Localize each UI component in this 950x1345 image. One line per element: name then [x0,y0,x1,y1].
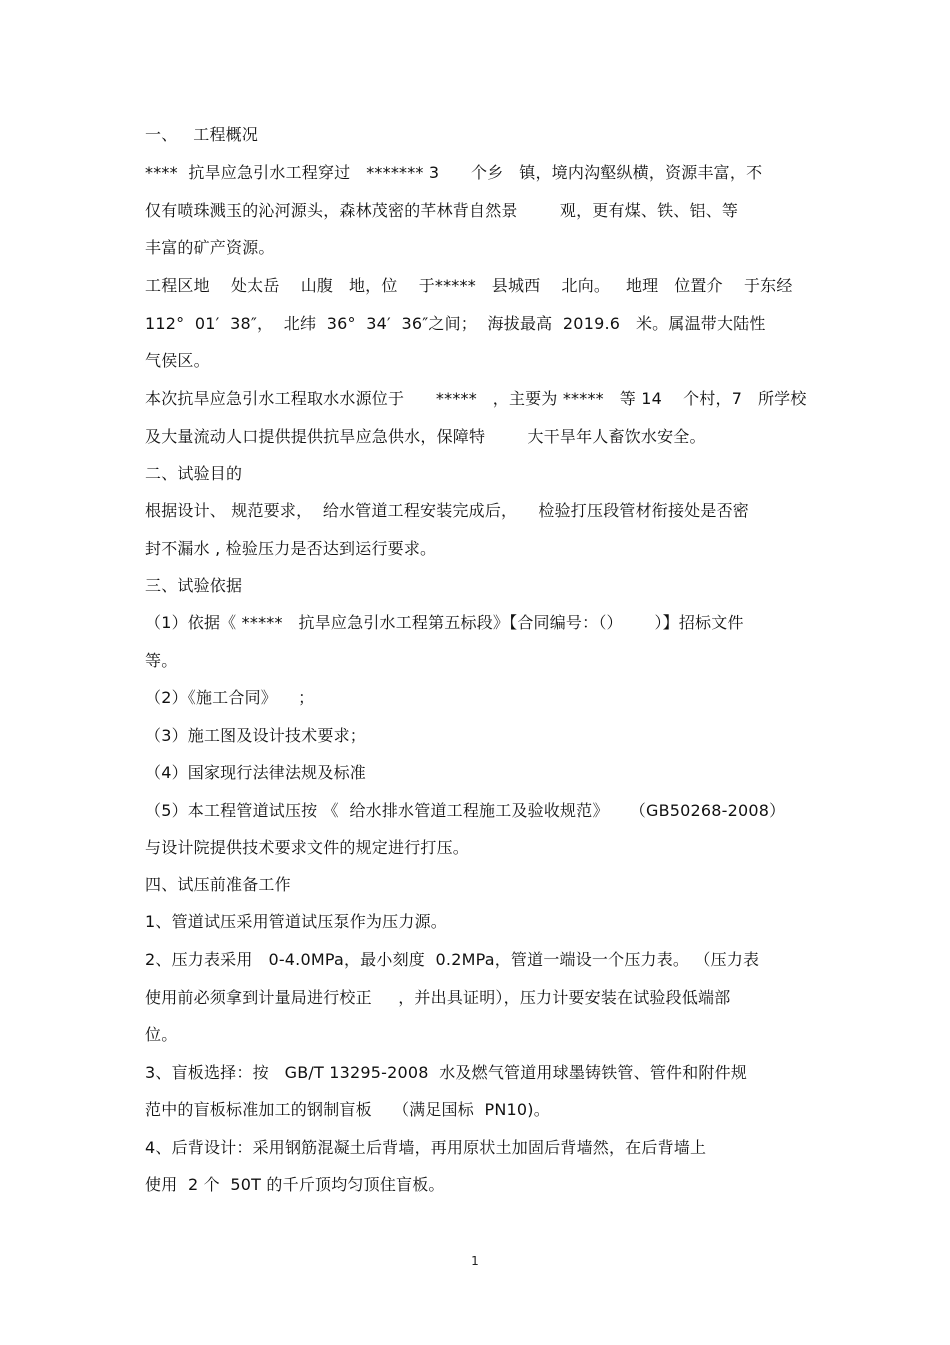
list-item: （2）《施工合同》 ； [145,688,315,707]
paragraph-line: 与设计院提供技术要求文件的规定进行打压。 [145,838,470,857]
list-item: （3）施工图及设计技术要求； [145,726,366,745]
paragraph-line: 根据设计、 规范要求， 给水管道工程安装完成后， 检验打压段管材衔接处是否密 [145,501,750,520]
list-item: 4、后背设计：采用钢筋混凝土后背墙，再用原状土加固后背墙然，在后背墙上 [145,1138,707,1157]
section-heading-purpose: 二、试验目的 [145,464,243,483]
paragraph-line: 工程区地 处太岳 山腹 地，位 于***** 县城西 北向。 地理 位置介 于东经 [145,276,793,295]
paragraph-line: 等。 [145,651,178,670]
paragraph-line: 封不漏水 , 检验压力是否达到运行要求。 [145,539,437,558]
list-item: 2、压力表采用 0-4.0MPa，最小刻度 0.2MPa，管道一端设一个压力表。 （压力表 [145,950,760,969]
paragraph-line: **** 抗旱应急引水工程穿过 ******* 3 个乡 镇，境内沟壑纵横，资源丰富，不 [145,163,763,182]
paragraph-line: 丰富的矿产资源。 [145,238,275,257]
list-item: 1、管道试压采用管道试压泵作为压力源。 [145,912,447,931]
page-number: 1 [471,1254,479,1268]
paragraph-line: 范中的盲板标准加工的钢制盲板 （满足国标 PN10)。 [145,1100,550,1119]
paragraph-line: 仅有喷珠溅玉的沁河源头，森林茂密的芊林背自然景 观，更有煤、铁、铝、等 [145,201,739,220]
list-item: 3、盲板选择：按 GB/T 13295-2008 水及燃气管道用球墨铸铁管、管件和附件规 [145,1063,748,1082]
paragraph-line: 使用 2 个 50T 的千斤顶均匀顶住盲板。 [145,1175,445,1194]
paragraph-line: 本次抗旱应急引水工程取水水源位于 ***** ，主要为 ***** 等 14 个村，7 所学校 [145,389,807,408]
paragraph-line: 气侯区。 [145,351,210,370]
paragraph-line: 112° 01′ 38″， 北纬 36° 34′ 36″之间； 海拔最高 2019.6 米。属温带大陆性 [145,314,766,333]
list-item: （1）依据《 ***** 抗旱应急引水工程第五标段》【合同编号：（） ）】招标文件 [145,613,744,632]
list-item: （5）本工程管道试压按 《 给水排水管道工程施工及验收规范》 （GB50268-2008） [145,801,786,820]
paragraph-line: 使用前必须拿到计量局进行校正 ，并出具证明），压力计要安装在试验段低端部 [145,988,731,1007]
section-heading-basis: 三、试验依据 [145,576,243,595]
section-heading-preparation: 四、试压前准备工作 [145,875,291,894]
paragraph-line: 及大量流动人口提供提供抗旱应急供水，保障特 大干旱年人畜饮水安全。 [145,427,706,446]
section-heading-overview: 一、 工程概况 [145,125,259,144]
list-item: （4）国家现行法律法规及标准 [145,763,366,782]
paragraph-line: 位。 [145,1025,178,1044]
